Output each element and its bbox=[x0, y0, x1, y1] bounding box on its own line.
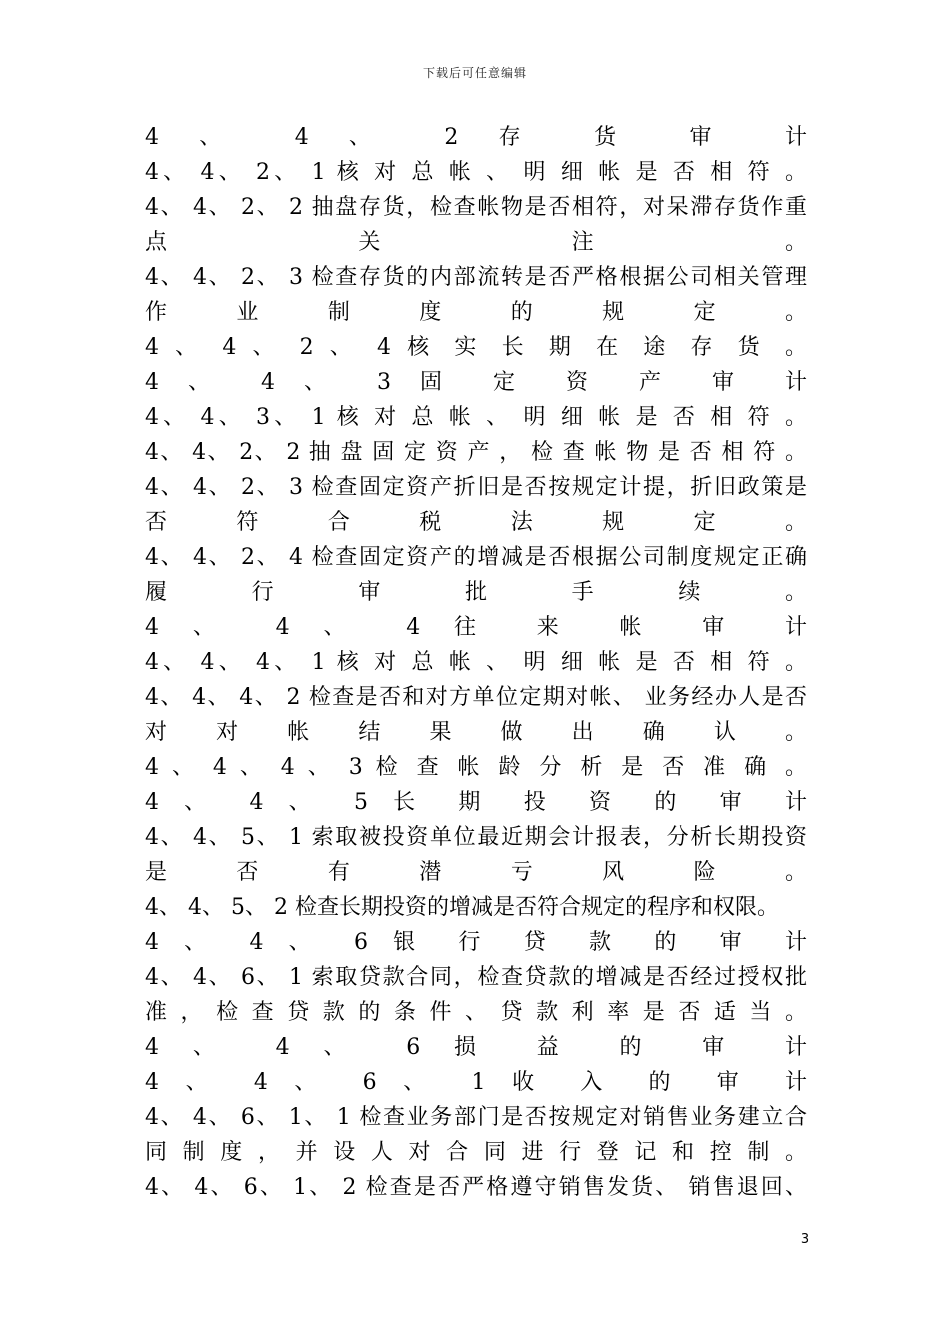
text-line: 4、 4、 3、 1 核 对 总 帐 、 明 细 帐 是 否 相 符 。 bbox=[145, 405, 807, 430]
text-line: 作 业 制 度 的 规 定 。 bbox=[145, 300, 807, 325]
text-line: 4、 4、 6、 1 索取贷款合同，检查贷款的增减是否经过授权批 bbox=[145, 965, 807, 990]
text-line: 4 、 4 、 6 损 益 的 审 计 bbox=[145, 1035, 807, 1060]
text-line: 4、 4、 2、 3 检查存货的内部流转是否严格根据公司相关管理 bbox=[145, 265, 807, 290]
text-line: 4、 4、 6、 1、 1 检查业务部门是否按规定对销售业务建立合 bbox=[145, 1105, 807, 1130]
text-line: 4、 4、 2、 4 检查固定资产的增减是否根据公司制度规定正确 bbox=[145, 545, 807, 570]
text-line: 4 、 4 、 2 、 4 核 实 长 期 在 途 存 货 。 bbox=[145, 335, 807, 360]
text-line: 4、 4、 4、 2 检查是否和对方单位定期对帐、 业务经办人是否 bbox=[145, 685, 807, 710]
text-line: 4、 4、 2、 1 核 对 总 帐 、 明 细 帐 是 否 相 符 。 bbox=[145, 160, 807, 185]
text-line: 否 符 合 税 法 规 定 。 bbox=[145, 510, 807, 535]
text-line: 4、 4、 2、 2 抽 盘 固 定 资 产 ， 检 查 帐 物 是 否 相 符 。 bbox=[145, 440, 807, 465]
page-number: 3 bbox=[800, 1232, 810, 1247]
page-header: 下载后可任意编辑 bbox=[422, 66, 527, 80]
text-line: 是 否 有 潜 亏 风 险 。 bbox=[145, 860, 807, 885]
text-line: 4 、 4 、 6 、 1 收 入 的 审 计 bbox=[145, 1070, 807, 1095]
text-line: 4 、 4 、 4 、 3 检 查 帐 龄 分 析 是 否 准 确 。 bbox=[145, 755, 807, 780]
text-line: 4 、 4 、 2 存 货 审 计 bbox=[145, 125, 807, 150]
text-line: 4、 4、 2、 2 抽盘存货，检查帐物是否相符，对呆滞存货作重 bbox=[145, 195, 807, 220]
text-line: 4、 4、 5、 2 检查长期投资的增减是否符合规定的程序和权限。 bbox=[145, 895, 779, 920]
text-line: 履 行 审 批 手 续 。 bbox=[145, 580, 807, 605]
text-line: 4、 4、 6、 1、 2 检查是否严格遵守销售发货、 销售退回、 bbox=[145, 1175, 807, 1200]
text-line: 同 制 度 ， 并 设 人 对 合 同 进 行 登 记 和 控 制 。 bbox=[145, 1140, 807, 1165]
text-line: 4、 4、 2、 3 检查固定资产折旧是否按规定计提，折旧政策是 bbox=[145, 475, 807, 500]
text-line: 准 ， 检 查 贷 款 的 条 件 、 贷 款 利 率 是 否 适 当 。 bbox=[145, 1000, 807, 1025]
document-body bbox=[145, 120, 807, 1205]
text-line: 4、 4、 5、 1 索取被投资单位最近期会计报表，分析长期投资 bbox=[145, 825, 807, 850]
text-line: 4 、 4 、 6 银 行 贷 款 的 审 计 bbox=[145, 930, 807, 955]
text-line: 对 对 帐 结 果 做 出 确 认 。 bbox=[145, 720, 807, 745]
text-line: 4 、 4 、 5 长 期 投 资 的 审 计 bbox=[145, 790, 807, 815]
text-line: 4 、 4 、 3 固 定 资 产 审 计 bbox=[145, 370, 807, 395]
text-line: 点 关 注 。 bbox=[145, 230, 807, 255]
text-line: 4 、 4 、 4 往 来 帐 审 计 bbox=[145, 615, 807, 640]
text-line: 4、 4、 4、 1 核 对 总 帐 、 明 细 帐 是 否 相 符 。 bbox=[145, 650, 807, 675]
